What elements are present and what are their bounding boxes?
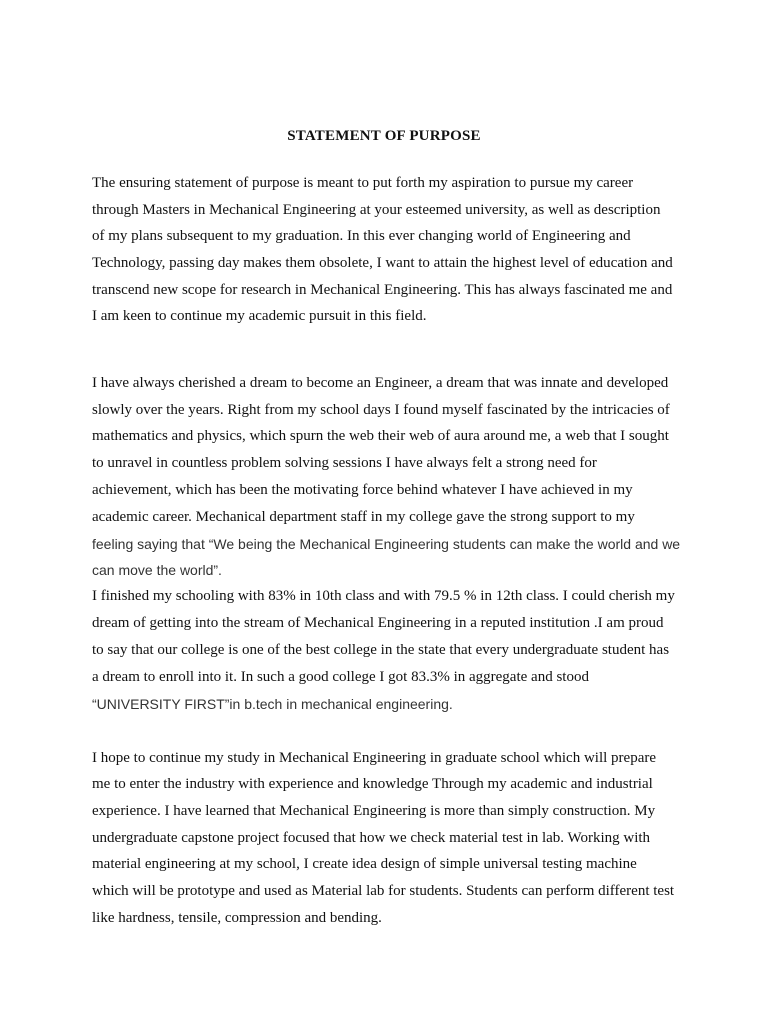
paragraph-2-line: to unravel in countless problem solving sessions I have always felt a strong need for [92, 455, 597, 471]
paragraph-4-line: which will be prototype and used as Material lab for students. Students can perform different test [92, 883, 675, 899]
paragraph-4-line: experience. I have learned that Mechanical Engineering is more than simply construction. My [92, 803, 656, 819]
paragraph-1-line: of my plans subsequent to my graduation. In this ever changing world of Engineering and [92, 228, 631, 244]
paragraph-1-line: The ensuring statement of purpose is meant to put forth my aspiration to pursue my career [92, 175, 634, 191]
paragraph-3-line: I finished my schooling with 83% in 10th class and with 79.5 % in 12th class. I could cherish my [92, 588, 675, 604]
page-title: STATEMENT OF PURPOSE [287, 128, 481, 144]
paragraph-4-line: I hope to continue my study in Mechanical Engineering in graduate school which will prepare [92, 750, 657, 766]
paragraph-2-line: academic career. Mechanical department staff in my college gave the strong support to my [92, 509, 635, 525]
paragraph-4-line: material engineering at my school, I create idea design of simple universal testing machine [92, 856, 637, 872]
paragraph-1-line: through Masters in Mechanical Engineering at your esteemed university, as well as description [92, 202, 661, 218]
paragraph-4-line: me to enter the industry with experience and knowledge Through my academic and industrial [92, 776, 653, 792]
paragraph-3-line: dream of getting into the stream of Mechanical Engineering in a reputed institution .I am proud [92, 615, 664, 631]
quote-line: can move the world”. [92, 562, 222, 578]
paragraph-2-line: mathematics and physics, which spurn the web their web of aura around me, a web that I sought [92, 428, 669, 444]
paragraph-1-line: Technology, passing day makes them obsolete, I want to attain the highest level of education and [92, 255, 673, 271]
paragraph-2-line: achievement, which has been the motivating force behind whatever I have achieved in my [92, 482, 633, 498]
paragraph-4-line: undergraduate capstone project focused that how we check material test in lab. Working with [92, 830, 651, 846]
paragraph-2-line: slowly over the years. Right from my school days I found myself fascinated by the intricacies of [92, 402, 670, 418]
quote-line: feeling saying that “We being the Mechanical Engineering students can make the world and we [92, 536, 681, 552]
paragraph-2-line: I have always cherished a dream to become an Engineer, a dream that was innate and developed [92, 375, 669, 391]
paragraph-3-line: to say that our college is one of the best college in the state that every undergraduate student has [92, 642, 670, 658]
paragraph-3-line: a dream to enroll into it. In such a good college I got 83.3% in aggregate and stood [92, 669, 589, 685]
paragraph-4-line: like hardness, tensile, compression and bending. [92, 910, 382, 926]
paragraph-1-line: I am keen to continue my academic pursuit in this field. [92, 308, 427, 324]
paragraph-3-last-line: “UNIVERSITY FIRST”in b.tech in mechanical engineering. [92, 696, 453, 712]
paragraph-1-line: transcend new scope for research in Mechanical Engineering. This has always fascinated me and [92, 282, 673, 298]
